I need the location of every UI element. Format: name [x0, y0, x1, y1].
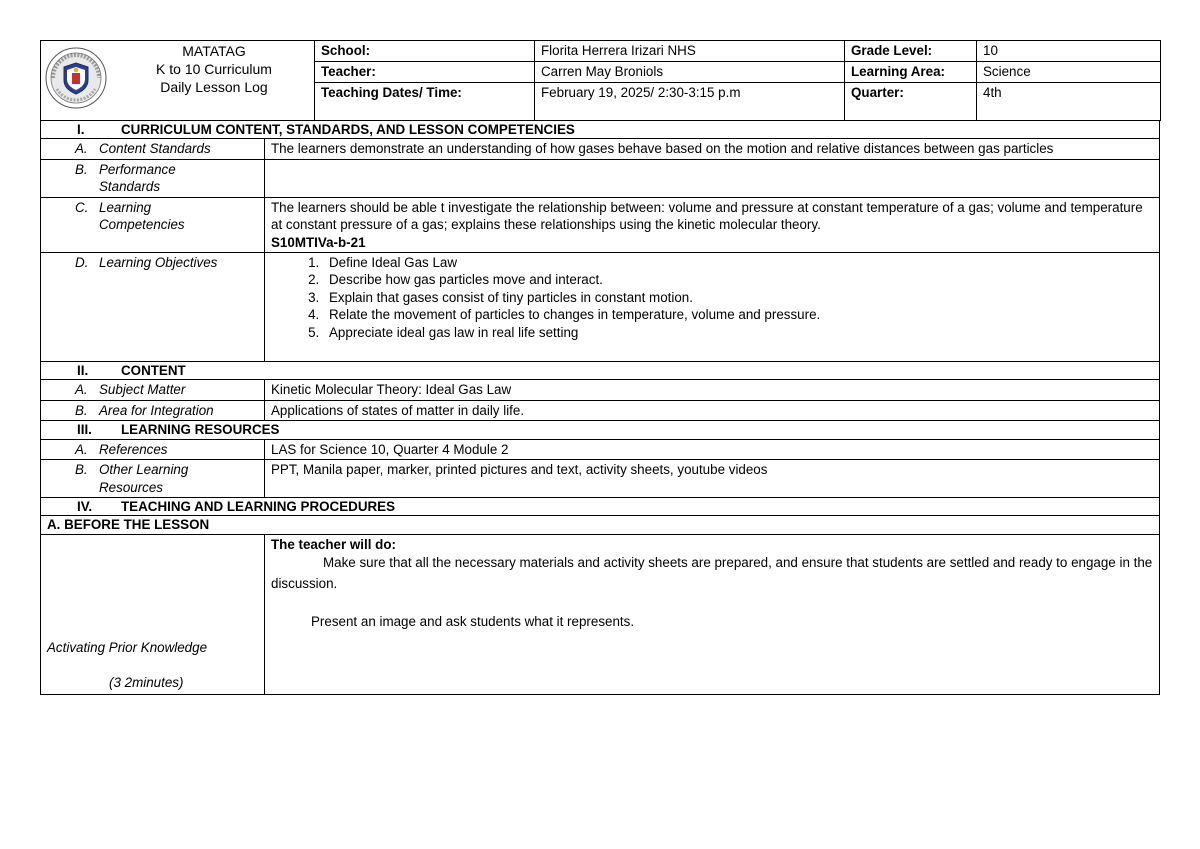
- title-line-1: MATATAG: [182, 43, 246, 59]
- section-4-header: [41, 498, 1160, 516]
- references-value: LAS for Science 10, Quarter 4 Module 2: [265, 439, 1160, 459]
- teacher-heading: The teacher will do:: [271, 536, 397, 552]
- section-1-header: [41, 121, 1160, 139]
- subject-matter-value: Kinetic Molecular Theory: Ideal Gas Law: [265, 380, 1160, 400]
- learning-competencies-row: [41, 197, 1160, 252]
- header-table: [40, 40, 1161, 121]
- row-letter: B.: [75, 161, 88, 177]
- other-resources-value: PPT, Manila paper, marker, printed pictures and text, activity sheets, youtube videos: [265, 460, 1160, 498]
- list-item: 4. Relate the movement of particles to changes in temperature, volume and pressure.: [323, 306, 1153, 323]
- row-letter: B.: [75, 402, 88, 418]
- activity-paragraph-2: Present an image and ask students what it represents.: [311, 613, 635, 629]
- row-label: References: [99, 441, 168, 457]
- learning-competencies-value: The learners should be able t investigate the relationship between: volume and pressure at constant temperature of a gas; volume and temperature at constant pressure of a gas; explains these relationships using the kinetic molecular theory.: [271, 199, 1143, 233]
- dll-title: [129, 43, 299, 97]
- section-3-title: LEARNING RESOURCES: [121, 422, 280, 438]
- teacher-value: Carren May Broniols: [535, 62, 845, 83]
- section-2-title: CONTENT: [121, 363, 186, 379]
- row-label: Learning Objectives: [99, 254, 218, 270]
- dates-label: Teaching Dates/ Time:: [315, 83, 535, 121]
- section-3-num: III.: [77, 422, 92, 438]
- objectives-list: [271, 254, 1153, 341]
- grade-label: Grade Level:: [845, 41, 977, 62]
- row-letter: D.: [75, 254, 89, 270]
- lesson-log-page: [40, 40, 1160, 695]
- row-label: Learning Competencies: [99, 199, 185, 233]
- activity-content-cell: [265, 534, 1160, 694]
- before-lesson-header: [41, 516, 1160, 534]
- teacher-label: Teacher:: [315, 62, 535, 83]
- title-line-2: K to 10 Curriculum: [156, 60, 272, 77]
- activity-paragraph-1: Make sure that all the necessary materials and activity sheets are prepared, and ensure that students are settled and ready to engage in the discussion.: [271, 555, 1153, 592]
- integration-row: [41, 400, 1160, 420]
- row-letter: A.: [75, 441, 88, 457]
- area-value: Science: [977, 62, 1161, 83]
- lesson-table: [40, 120, 1160, 695]
- row-label: Subject Matter: [99, 382, 186, 398]
- row-letter: A.: [75, 141, 88, 157]
- integration-value: Applications of states of matter in daily life.: [265, 400, 1160, 420]
- list-item: 1. Define Ideal Gas Law: [323, 254, 1153, 271]
- row-letter: A.: [75, 382, 88, 398]
- dates-value: February 19, 2025/ 2:30-3:15 p.m: [535, 83, 845, 121]
- performance-standards-value: [265, 159, 1160, 197]
- list-item: 2. Describe how gas particles move and interact.: [323, 271, 1153, 288]
- subject-matter-row: [41, 380, 1160, 400]
- before-lesson-title: A. BEFORE THE LESSON: [41, 516, 1160, 534]
- activity-row: [41, 534, 1160, 694]
- grade-value: 10: [977, 41, 1161, 62]
- header-title-cell: [41, 41, 315, 121]
- learning-objectives-row: [41, 252, 1160, 361]
- performance-standards-row: [41, 159, 1160, 197]
- competency-code: S10MTIVa-b-21: [271, 234, 366, 250]
- row-label: Performance Standards: [99, 161, 176, 195]
- section-4-title: TEACHING AND LEARNING PROCEDURES: [121, 499, 396, 515]
- row-letter: B.: [75, 462, 88, 478]
- quarter-label: Quarter:: [845, 83, 977, 121]
- school-label: School:: [315, 41, 535, 62]
- area-label: Learning Area:: [845, 62, 977, 83]
- school-value: Florita Herrera Irizari NHS: [535, 41, 845, 62]
- row-letter: C.: [75, 199, 89, 215]
- section-1-num: I.: [77, 122, 85, 137]
- deped-seal-icon: [45, 47, 107, 109]
- activity-time: (3 2minutes): [109, 675, 184, 691]
- list-item: 3. Explain that gases consist of tiny particles in constant motion.: [323, 289, 1153, 306]
- row-label: Other Learning Resources: [99, 462, 189, 495]
- row-label: Content Standards: [99, 141, 211, 157]
- row-label: Area for Integration: [99, 402, 214, 418]
- title-line-3: Daily Lesson Log: [160, 78, 268, 95]
- list-item: 5. Appreciate ideal gas law in real life setting: [323, 324, 1153, 341]
- activity-label-cell: [41, 534, 265, 694]
- content-standards-row: [41, 139, 1160, 159]
- other-resources-row: [41, 460, 1160, 498]
- activity-label: Activating Prior Knowledge: [47, 640, 208, 656]
- section-2-num: II.: [77, 363, 89, 379]
- quarter-value: 4th: [977, 83, 1161, 121]
- references-row: [41, 439, 1160, 459]
- section-3-header: [41, 421, 1160, 439]
- content-standards-value: The learners demonstrate an understanding of how gases behave based on the motion and relative distances between gas particles: [265, 139, 1160, 159]
- section-2-header: [41, 362, 1160, 380]
- section-1-title: CURRICULUM CONTENT, STANDARDS, AND LESSON COMPETENCIES: [121, 122, 575, 137]
- section-4-num: IV.: [77, 499, 93, 515]
